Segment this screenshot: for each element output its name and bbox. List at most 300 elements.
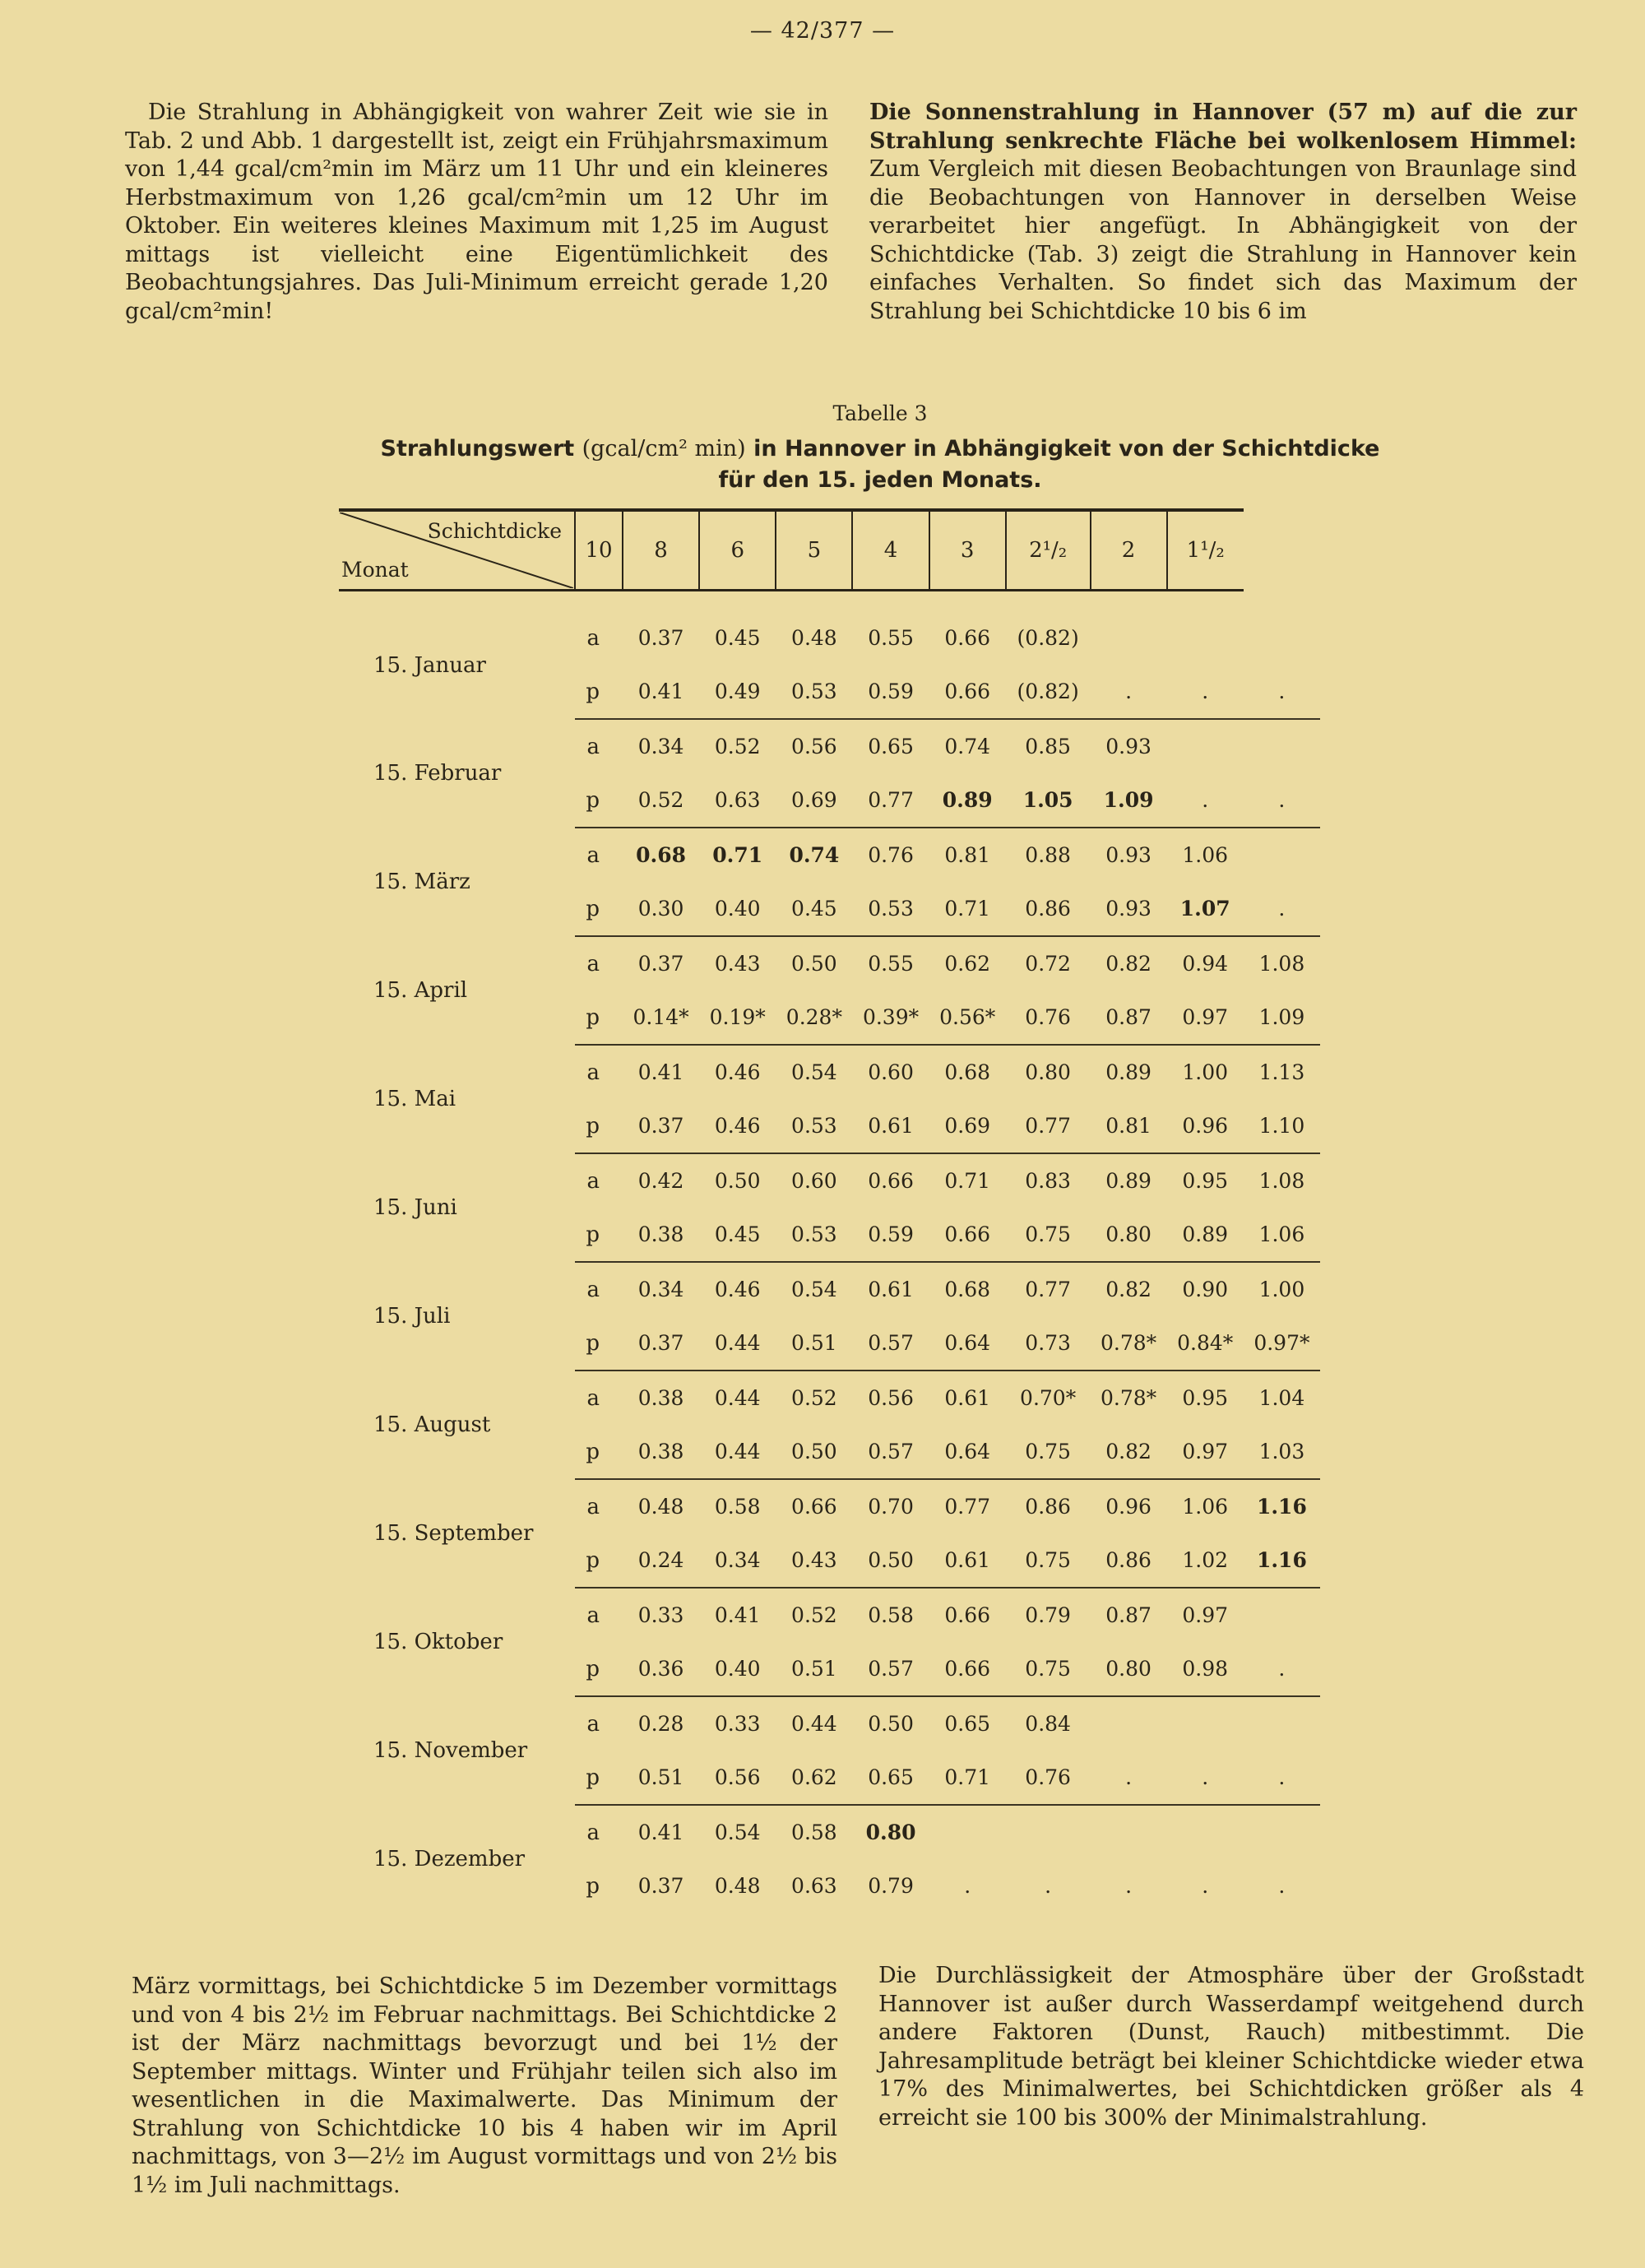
time-of-day-label: a [586,1711,600,1737]
value-text: 0.52 [791,1386,837,1410]
value-cell [929,1153,1006,1208]
value-text: 0.77 [1025,1114,1071,1138]
value-text: 0.46 [714,1278,761,1301]
value-text: 1.07 [1179,897,1230,921]
value-text: . [1278,1657,1286,1681]
value-cell [929,1751,1006,1805]
value-cell [1244,1045,1320,1099]
value-text: 0.45 [714,1222,761,1246]
value-text: 0.52 [637,788,684,812]
value-cell [699,1588,776,1642]
value-text: 0.88 [1025,843,1071,867]
value-text: . [964,1874,971,1898]
value-text: 0.58 [714,1495,761,1519]
value-text: 0.84* [1177,1331,1234,1355]
value-text: 0.33 [714,1712,761,1736]
value-text: 0.44 [791,1712,837,1736]
table-caption [313,401,1448,496]
table-row [339,1045,1320,1099]
value-text: 0.76 [1025,1765,1071,1789]
value-cell [699,1316,776,1371]
value-cell [623,1533,699,1588]
time-of-day-label: p [575,773,623,828]
value-text: 0.75 [1025,1222,1071,1246]
value-text: . [1202,679,1209,703]
value-text: 0.43 [714,952,761,976]
value-text: 0.42 [637,1169,684,1193]
table-row [339,1588,1320,1642]
value-cell [1006,1262,1091,1316]
value-cell [776,665,852,719]
value-text: . [1045,1874,1052,1898]
value-text: 0.52 [791,1603,837,1627]
value-cell [776,1425,852,1479]
value-cell [699,990,776,1045]
value-text: 0.48 [791,626,837,650]
table-row [339,1371,1320,1425]
value-text: 0.89 [1105,1060,1152,1084]
value-text: 0.33 [637,1603,684,1627]
value-cell [1244,611,1320,665]
value-cell [776,936,852,990]
spacer-cell [339,591,1320,612]
value-cell [623,1099,699,1153]
value-text: 0.87 [1105,1603,1152,1627]
value-cell [1167,1533,1244,1588]
value-text: . [1125,1874,1133,1898]
value-text: 0.77 [868,788,914,812]
value-text: 0.76 [1025,1005,1071,1029]
value-cell [623,990,699,1045]
value-cell [1091,1859,1167,1913]
value-cell [1091,936,1167,990]
value-cell [852,1805,929,1859]
value-text: . [1278,788,1286,812]
value-text: 0.38 [637,1386,684,1410]
time-of-day-label: p [586,1873,600,1899]
table-body [339,591,1320,1913]
value-text: 0.56 [791,735,837,758]
value-cell [1167,1262,1244,1316]
time-of-day-label: a [586,625,600,651]
value-text: 0.63 [791,1874,837,1898]
value-cell [776,611,852,665]
table-title-unit: (gcal/cm² min) [582,436,746,461]
value-text: 0.95 [1182,1386,1229,1410]
value-text: 0.93 [1105,735,1152,758]
value-cell [1167,1425,1244,1479]
value-text: 0.39* [862,1005,920,1029]
column-header: 8 [623,510,699,591]
value-cell [1091,719,1167,773]
value-cell [699,828,776,882]
value-cell [1091,1696,1167,1751]
radiation-table [339,508,1320,1913]
value-text: 0.36 [637,1657,684,1681]
value-text: 0.78* [1100,1331,1157,1355]
value-text: 0.77 [1025,1278,1071,1301]
month-label: 15. Februar [373,761,502,786]
value-text: 0.53 [868,897,914,921]
time-of-day-label: p [575,1099,623,1153]
value-cell [776,1045,852,1099]
value-cell [1167,1099,1244,1153]
value-cell [699,1099,776,1153]
value-cell [776,773,852,828]
value-text: 0.80 [1025,1060,1071,1084]
value-text: (0.82) [1017,626,1079,650]
value-cell [776,1751,852,1805]
value-cell [623,1588,699,1642]
value-cell [776,1371,852,1425]
value-text: 0.70 [868,1495,914,1519]
value-text: 0.60 [791,1169,837,1193]
value-text: 0.81 [944,843,991,867]
value-text: 0.74 [944,735,991,758]
value-text: 0.63 [714,788,761,812]
value-text: 0.97* [1253,1331,1310,1355]
value-cell [776,1642,852,1696]
value-cell [1167,1588,1244,1642]
value-cell [699,1533,776,1588]
value-cell [1091,828,1167,882]
value-cell [1091,1642,1167,1696]
value-cell [929,665,1006,719]
value-cell [852,1859,929,1913]
value-text: 0.78* [1100,1386,1157,1410]
value-text: 0.34 [714,1548,761,1572]
value-cell [1244,1425,1320,1479]
value-text: (0.82) [1017,679,1079,703]
value-cell [699,719,776,773]
value-text: 0.64 [944,1440,991,1463]
value-text: 0.65 [868,1765,914,1789]
value-text: 1.02 [1182,1548,1229,1572]
value-cell [1006,1425,1091,1479]
value-cell [623,1153,699,1208]
value-cell [699,1153,776,1208]
value-text: 0.56 [868,1386,914,1410]
value-text: 0.24 [637,1548,684,1572]
value-cell [776,1153,852,1208]
value-text: 0.34 [637,1278,684,1301]
value-text: 1.09 [1103,788,1154,812]
value-text: 1.13 [1258,1060,1305,1084]
value-cell [623,1316,699,1371]
time-of-day-label: a [586,1602,600,1628]
text-column-bottom-left [132,1973,837,2200]
value-cell [1244,1479,1320,1533]
value-cell [1006,1479,1091,1533]
value-text: 0.75 [1025,1657,1071,1681]
value-text: 1.16 [1256,1495,1307,1519]
value-text: 0.89 [1182,1222,1229,1246]
value-text: 1.05 [1022,788,1073,812]
value-text: 0.95 [1182,1169,1229,1193]
value-text: 0.46 [714,1060,761,1084]
value-cell [1091,1316,1167,1371]
value-cell [929,1262,1006,1316]
column-header: 4 [852,510,929,591]
value-cell [1006,1316,1091,1371]
table-title-line2: für den 15. jeden Monats. [718,467,1042,493]
value-text: 0.61 [868,1114,914,1138]
value-cell [1167,1696,1244,1751]
value-text: 0.45 [714,626,761,650]
value-cell [1244,990,1320,1045]
value-cell [1091,990,1167,1045]
value-cell [852,1642,929,1696]
value-text: 0.53 [791,1114,837,1138]
value-cell [1244,1208,1320,1262]
value-cell [776,1859,852,1913]
value-cell [929,611,1006,665]
value-cell [776,1099,852,1153]
value-text: 0.77 [944,1495,991,1519]
value-cell [1091,1045,1167,1099]
value-cell [699,1425,776,1479]
value-cell [852,719,929,773]
value-text: 0.93 [1105,843,1152,867]
value-cell [1006,719,1091,773]
value-cell [699,882,776,936]
value-cell [1006,936,1091,990]
value-cell [699,1696,776,1751]
value-text: 0.97 [1182,1440,1229,1463]
time-of-day-label: p [575,1208,623,1262]
value-cell [852,1588,929,1642]
value-cell [929,828,1006,882]
value-text: 0.66 [944,626,991,650]
value-cell [623,773,699,828]
value-cell [1006,1045,1091,1099]
column-header: 10 [575,510,623,591]
value-text: 0.74 [789,843,840,867]
value-cell [852,1316,929,1371]
value-text: 0.86 [1105,1548,1152,1572]
value-text: 0.53 [791,1222,837,1246]
value-cell [1244,1316,1320,1371]
value-cell [776,1316,852,1371]
value-text: 1.00 [1258,1278,1305,1301]
value-text: 0.71 [944,1169,991,1193]
value-cell [1244,773,1320,828]
value-cell [1244,719,1320,773]
value-cell [852,1045,929,1099]
value-text: 0.66 [944,679,991,703]
page-number: — 42/377 — [749,18,896,44]
value-cell [623,665,699,719]
value-cell [1167,611,1244,665]
value-text: 0.71 [944,897,991,921]
value-cell [1091,1153,1167,1208]
value-text: 0.97 [1182,1005,1229,1029]
paragraph-maxima: März vormittags, bei Schichtdicke 5 im Dezember vormittags und von 4 bis 2½ im Februar nachmittags. Bei Schichtdicke 2 ist der März nachmittags bevorzugt und bei 1½ der September mittags. Winter und Frühjahr teilen sich also im wesentlichen in die Maximalwerte. Das Minimum der Strahlung von Schichtdicke 10 bis 4 haben wir im April nachmittags, von 3—2½ im August vormittags und von 2½ bis 1½ im Juli nachmittags. [132,1973,837,2198]
value-text: 0.37 [637,1874,684,1898]
value-text: 0.54 [714,1820,761,1844]
value-text: 0.86 [1025,1495,1071,1519]
value-text: 0.49 [714,679,761,703]
value-cell [1091,1262,1167,1316]
value-text: 0.89 [1105,1169,1152,1193]
value-text: 0.80 [1105,1657,1152,1681]
paragraph-hannover-body: Zum Vergleich mit diesen Beobachtungen von Braunlage sind die Beobachtungen von Hannover in derselben Weise verarbeitet hier angefügt. In Abhängigkeit von der Schichtdicke (Tab. 3) zeigt die Strahlung in Hannover kein einfaches Verhalten. So findet sich das Maximum der Strahlung bei Schichtdicke 10 bis 6 im [869,156,1577,324]
paragraph-transmission: Die Durchlässigkeit der Atmosphäre über der Großstadt Hannover ist außer durch Wasserdampf weitgehend durch andere Faktoren (Dunst, Rauch) mitbestimmt. Die Jahresamplitude beträgt bei kleiner Schichtdicke wieder etwa 17% des Minimalwertes, bei Schichtdicken größer als 4 erreicht sie 100 bis 300% der Minimalstrahlung. [878,1963,1584,2131]
value-cell [1244,1859,1320,1913]
text-column-bottom-right [878,1962,1584,2132]
value-cell [1244,1588,1320,1642]
value-text: 0.51 [791,1657,837,1681]
time-of-day-label: p [575,1316,623,1371]
table-title-bold-2: in Hannover in Abhängigkeit von der Schichtdicke [753,436,1380,461]
value-cell [1091,1208,1167,1262]
value-text: 0.58 [791,1820,837,1844]
value-text: 0.79 [1025,1603,1071,1627]
value-text: 0.72 [1025,952,1071,976]
value-cell [699,1805,776,1859]
value-cell [852,1208,929,1262]
month-label: 15. Juni [373,1195,457,1220]
value-cell [929,1208,1006,1262]
value-text: 0.65 [944,1712,991,1736]
table-spacer-row [339,591,1320,612]
month-label: 15. Juli [373,1304,451,1329]
month-label: 15. März [373,870,470,894]
value-cell [1244,1696,1320,1751]
column-header: 1¹/₂ [1167,510,1244,591]
month-label: 15. Oktober [373,1630,503,1654]
value-cell [699,936,776,990]
value-cell [623,1045,699,1099]
header-corner-cell [339,510,575,591]
value-cell [1091,1751,1167,1805]
value-text: 0.34 [637,735,684,758]
value-cell [776,1696,852,1751]
value-cell [929,1425,1006,1479]
value-cell [1244,1262,1320,1316]
value-cell [776,1588,852,1642]
value-cell [929,1045,1006,1099]
value-cell [852,828,929,882]
value-text: 0.50 [791,1440,837,1463]
value-cell [852,1262,929,1316]
value-text: 0.80 [1105,1222,1152,1246]
value-cell [623,1208,699,1262]
paragraph-hannover [869,99,1577,326]
value-text: 0.37 [637,952,684,976]
value-text: 0.87 [1105,1005,1152,1029]
value-cell [852,1751,929,1805]
value-cell [1167,1642,1244,1696]
value-cell [776,719,852,773]
value-cell [1167,665,1244,719]
value-cell [1006,1859,1091,1913]
value-text: 0.81 [1105,1114,1152,1138]
value-text: 0.28* [785,1005,842,1029]
value-cell [1167,1859,1244,1913]
value-cell [1244,1642,1320,1696]
value-cell [1244,828,1320,882]
value-text: 0.66 [868,1169,914,1193]
value-cell [852,1371,929,1425]
value-text: 0.41 [637,1060,684,1084]
table-row [339,1696,1320,1751]
value-text: 0.68 [944,1278,991,1301]
value-cell [852,1696,929,1751]
value-text: 0.37 [637,1331,684,1355]
value-text: 0.73 [1025,1331,1071,1355]
value-cell [1006,882,1091,936]
value-text: 0.64 [944,1331,991,1355]
month-label: 15. Dezember [373,1846,526,1871]
value-text: 0.37 [637,626,684,650]
value-cell [699,1479,776,1533]
value-cell [699,665,776,719]
value-text: 0.51 [637,1765,684,1789]
value-cell [1006,990,1091,1045]
value-cell [1006,1099,1091,1153]
column-header: 5 [776,510,852,591]
value-text: 0.80 [865,1820,916,1844]
value-text: 0.98 [1182,1657,1229,1681]
value-text: 0.69 [791,788,837,812]
value-text: 0.85 [1025,735,1071,758]
value-cell [623,1805,699,1859]
value-text: 0.84 [1025,1712,1071,1736]
value-text: 0.61 [944,1548,991,1572]
value-cell [852,1153,929,1208]
value-text: 0.48 [714,1874,761,1898]
value-cell [1006,1208,1091,1262]
table-row [339,1153,1320,1208]
text-column-top-right [869,99,1577,326]
value-cell [623,611,699,665]
value-text: 0.75 [1025,1548,1071,1572]
time-of-day-label: a [586,1494,600,1519]
value-cell [929,882,1006,936]
value-text: 0.41 [637,1820,684,1844]
value-cell [1006,773,1091,828]
value-text: 0.66 [791,1495,837,1519]
value-cell [852,1099,929,1153]
table-row [339,611,1320,665]
value-cell [1091,1588,1167,1642]
value-cell [1091,665,1167,719]
column-header: 2¹/₂ [1006,510,1091,591]
table-title [313,434,1448,496]
value-text: 0.96 [1105,1495,1152,1519]
value-text: 0.19* [709,1005,766,1029]
value-text: . [1125,679,1133,703]
value-cell [1091,1533,1167,1588]
time-of-day-label: a [586,1277,600,1302]
time-of-day-label: p [575,1425,623,1479]
value-cell [623,882,699,936]
value-cell [623,1262,699,1316]
table-row [339,1479,1320,1533]
value-cell [699,1371,776,1425]
time-of-day-label: a [586,1820,600,1845]
value-text: 0.54 [791,1278,837,1301]
value-cell [1006,828,1091,882]
paragraph-radiation-time: Die Strahlung in Abhängigkeit von wahrer Zeit wie sie in Tab. 2 und Abb. 1 dargestellt ist, zeigt ein Frühjahrsmaximum von 1,44 gcal/cm²min im März um 11 Uhr und ein kleineres Herbstmaximum von 1,26 gcal/cm²min um 12 Uhr im Oktober. Ein weiteres kleines Maximum mit 1,25 im August mittags ist vielleicht eine Eigentümlichkeit des Beobachtungsjahres. Das Juli-Minimum erreicht gerade 1,20 gcal/cm²min! [125,100,828,324]
header-monat: Monat [341,558,409,582]
value-cell [1091,882,1167,936]
value-text: 0.53 [791,679,837,703]
value-text: 0.59 [868,1222,914,1246]
value-text: 0.44 [714,1440,761,1463]
value-text: 0.52 [714,735,761,758]
